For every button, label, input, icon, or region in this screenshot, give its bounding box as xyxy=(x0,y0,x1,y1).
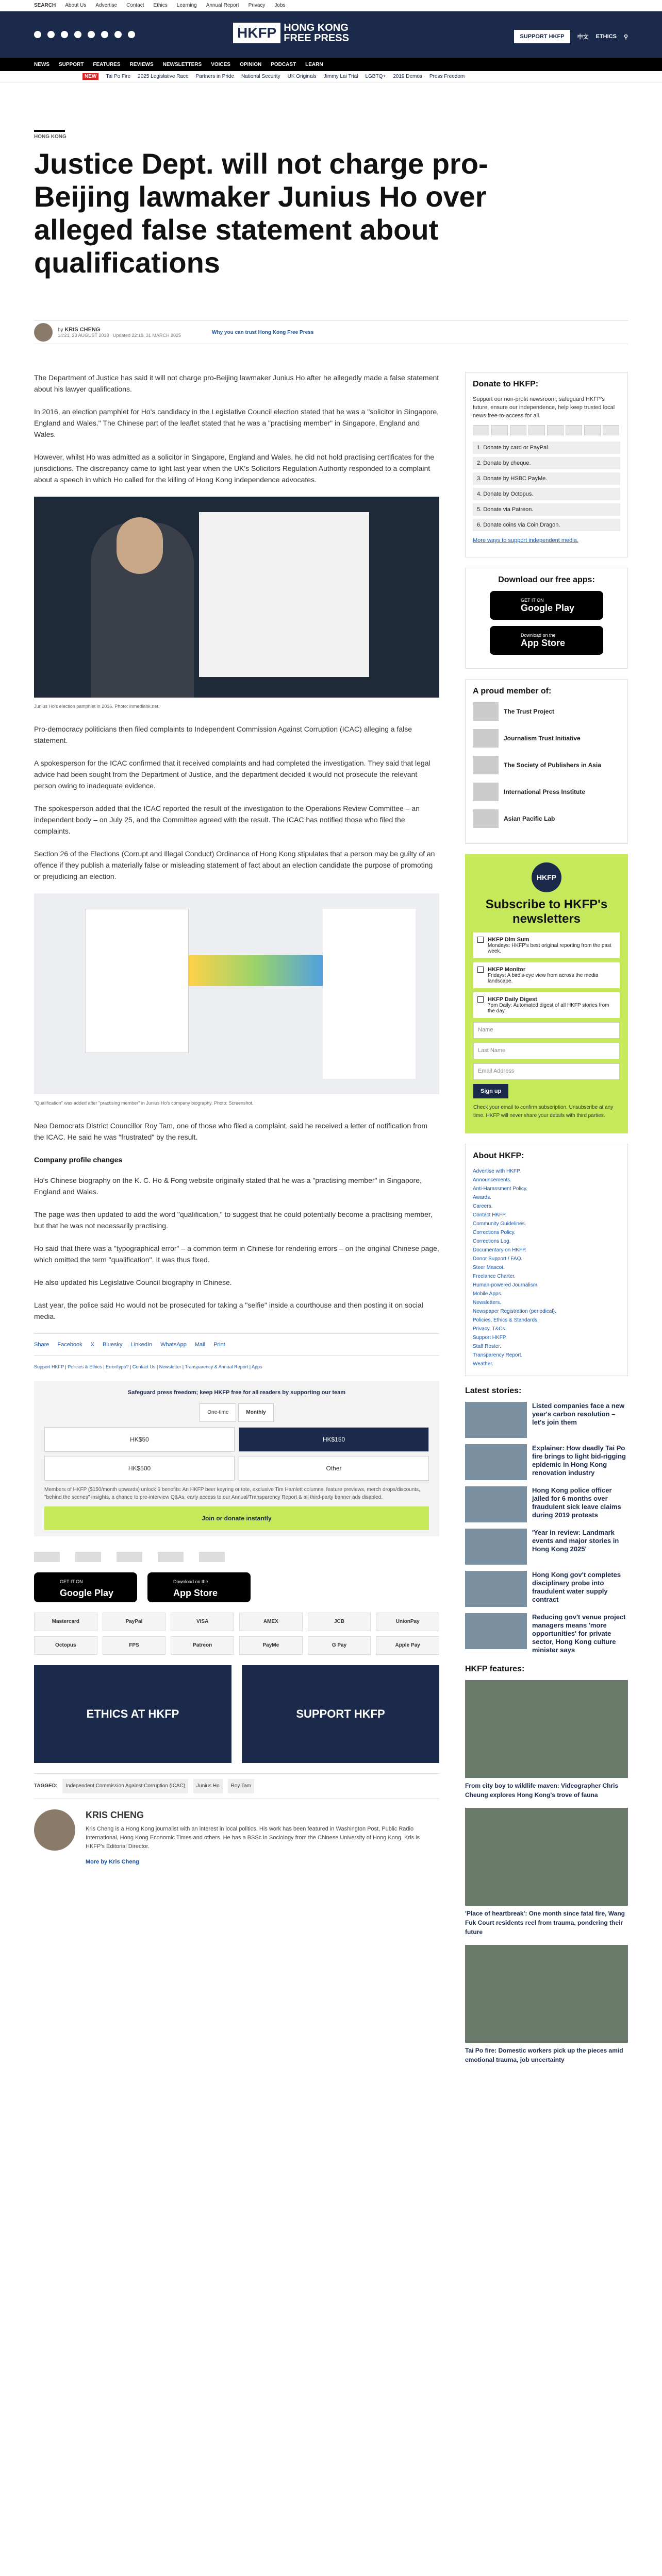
jti-logo xyxy=(75,1552,101,1562)
donate-option[interactable]: 5. Donate via Patreon. xyxy=(473,503,620,516)
sopa-logo xyxy=(117,1552,142,1562)
ethics-banner[interactable]: ETHICS AT HKFP xyxy=(34,1665,231,1763)
promo-banners xyxy=(34,1665,439,1763)
story-item[interactable]: Hong Kong police officer jailed for 6 months over fraudulent sick leave claims during 2019 protests xyxy=(465,1486,628,1522)
paragraph: Pro-democracy politicians then filed complaints to Independent Commission Against Corruption (ICAC) alleging a false statement. xyxy=(34,725,412,744)
about-link[interactable]: Weather. xyxy=(473,1361,493,1367)
trust-project-logo xyxy=(473,702,499,721)
trending-item[interactable]: UK Originals xyxy=(287,74,317,79)
apl-logo xyxy=(199,1552,225,1562)
tag[interactable]: Roy Tam xyxy=(228,1779,254,1793)
paragraph: The Department of Justice has said it will not charge pro-Beijing lawmaker Junius Ho after he allegedly made a false statement about his lawyer qualifications. xyxy=(34,374,439,393)
members-box xyxy=(465,679,628,844)
donation-amounts xyxy=(44,1427,429,1481)
main-nav xyxy=(0,58,662,71)
donate-text[interactable]: Support our non-profit newsroom; safeguard HKFP's future, ensure our independence, help keep trusted local news free-to-access for all. xyxy=(473,396,615,419)
google-play-button[interactable]: GET IT ON Google Play xyxy=(490,591,603,620)
latest-stories xyxy=(465,1386,628,1654)
fps-icon xyxy=(603,425,619,435)
checkbox[interactable] xyxy=(477,967,484,973)
feature-item[interactable]: Tai Po fire: Domestic workers pick up the pieces amid emotional trauma, job uncertainty xyxy=(465,1945,628,2064)
search-link[interactable]: SEARCH xyxy=(34,3,56,8)
about-link[interactable]: Freelance Charter. xyxy=(473,1274,516,1279)
donate-option[interactable]: 3. Donate by HSBC PayMe. xyxy=(473,472,620,485)
payme-icon: PayMe xyxy=(239,1636,303,1655)
story-item[interactable]: Hong Kong gov't completes disciplinary probe into fraudulent water supply contract xyxy=(465,1571,628,1607)
trending-item[interactable]: Tai Po Fire xyxy=(106,74,131,79)
apl-logo xyxy=(473,809,499,828)
author-name[interactable]: KRIS CHENG xyxy=(86,1810,144,1820)
newsletter-option[interactable]: HKFP Dim Sum Mondays: HKFP's best original reporting from the past week. xyxy=(473,933,620,958)
fps-icon: FPS xyxy=(103,1636,166,1655)
unionpay-icon: UnionPay xyxy=(376,1613,439,1631)
ipi-logo xyxy=(473,783,499,801)
newsletter-box xyxy=(465,854,628,1133)
publish-date: 14:21, 23 AUGUST 2018 xyxy=(58,333,109,338)
trending-item[interactable]: 2019 Demos xyxy=(393,74,422,79)
sidebar xyxy=(465,372,628,2073)
site-header xyxy=(0,11,662,58)
about-link[interactable]: Anti-Harassment Policy. xyxy=(473,1186,527,1192)
story-thumbnail xyxy=(465,1571,527,1607)
trending-bar xyxy=(0,71,662,82)
linkedin-icon[interactable] xyxy=(114,31,122,38)
visa-icon: VISA xyxy=(171,1613,234,1631)
paypal-icon xyxy=(566,425,582,435)
trending-item[interactable]: LGBTQ+ xyxy=(365,74,386,79)
card-logos xyxy=(473,425,620,435)
about-list xyxy=(473,1167,620,1368)
newsletter-title: Subscribe to HKFP's newsletters xyxy=(485,897,608,926)
story-item[interactable]: Reducing gov't venue project managers means 'more opportunities' for private sector, Hong Kong culture minister says xyxy=(465,1613,628,1654)
sidebar-list xyxy=(323,909,416,1079)
share-mail[interactable]: Mail xyxy=(194,1342,206,1348)
story-item[interactable]: 'Year in review: Landmark events and major stories in Hong Kong 2025' xyxy=(465,1529,628,1565)
latest-title: Latest stories: xyxy=(465,1386,522,1395)
trending-item[interactable]: 2025 Legislative Race xyxy=(138,74,189,79)
checkbox[interactable] xyxy=(477,937,484,943)
nav-podcast[interactable]: PODCAST xyxy=(271,61,296,67)
youtube-icon[interactable] xyxy=(101,31,108,38)
share-label: Share xyxy=(34,1342,49,1348)
story-item[interactable]: Explainer: How deadly Tai Po fire brings to light bid-rigging epidemic in Hong Kong renovation industry xyxy=(465,1444,628,1480)
nav-opinion[interactable]: OPINION xyxy=(239,61,262,67)
trending-item[interactable]: Partners in Pride xyxy=(195,74,235,79)
join-donate-button[interactable]: Join or donate instantly xyxy=(44,1506,429,1530)
about-link[interactable]: Careers. xyxy=(473,1204,493,1209)
about-link[interactable]: Awards. xyxy=(473,1195,491,1200)
feature-image xyxy=(465,1945,628,2043)
telegram-icon[interactable] xyxy=(128,31,135,38)
nav-features[interactable]: FEATURES xyxy=(93,61,121,67)
about-link[interactable]: Staff Roster. xyxy=(473,1344,501,1349)
author-link[interactable]: KRIS CHENG xyxy=(64,327,101,333)
share-whatsapp[interactable]: WhatsApp xyxy=(160,1342,187,1348)
trending-item[interactable]: Jimmy Lai Trial xyxy=(323,74,358,79)
donate-box xyxy=(465,372,628,557)
about-link[interactable]: Newsletters. xyxy=(473,1300,502,1306)
story-thumbnail xyxy=(465,1613,527,1649)
search-icon[interactable]: ⚲ xyxy=(623,33,628,40)
tag[interactable]: Independent Commission Against Corruption (ICAC) xyxy=(62,1779,188,1793)
paragraph: The page was then updated to add the word "qualification," to suggest that he could potentially become a practising member, but that he was not necessarily practising. xyxy=(34,1210,433,1230)
share-x[interactable]: X xyxy=(90,1342,95,1348)
about-link[interactable]: Policies, Ethics & Standards. xyxy=(473,1317,539,1323)
support-banner[interactable]: SUPPORT HKFP xyxy=(242,1665,439,1763)
new-badge: NEW xyxy=(82,73,98,80)
trust-project-logo xyxy=(34,1552,60,1562)
author-avatar xyxy=(34,323,53,342)
amount-option[interactable]: HK$500 xyxy=(44,1456,235,1481)
about-link[interactable]: Transparency Report. xyxy=(473,1352,523,1358)
about-title: About HKFP: xyxy=(473,1151,524,1160)
member-item[interactable]: The Trust Project xyxy=(473,702,620,721)
signup-button[interactable]: Sign up xyxy=(473,1084,508,1098)
article-title: Justice Dept. will not charge pro-Beijing lawmaker Junius Ho over alleged false statement about qualifications xyxy=(34,147,488,279)
article-photo-pamphlet xyxy=(34,497,439,698)
donate-option[interactable]: 6. Donate coins via Coin Dragon. xyxy=(473,519,620,531)
topbar-link-jobs[interactable]: Jobs xyxy=(274,3,286,8)
tags-label: TAGGED: xyxy=(34,1783,58,1789)
share-bluesky[interactable]: Bluesky xyxy=(103,1342,123,1348)
header-actions xyxy=(514,30,628,43)
site-logo[interactable] xyxy=(233,23,349,43)
paragraph: Section 26 of the Elections (Corrupt and Illegal Conduct) Ordinance of Hong Kong stipulates that a person may be guilty of an offence if they publish a materially false or misleading statement of fact about an election candidate the purpose of promoting or prejudicing an election. xyxy=(34,850,435,880)
story-thumbnail xyxy=(465,1529,527,1565)
tag[interactable]: Junius Ho xyxy=(193,1779,222,1793)
instagram-icon[interactable] xyxy=(61,31,68,38)
updated-date: Updated 22:19, 31 MARCH 2025 xyxy=(112,333,181,338)
share-bar xyxy=(34,1333,439,1356)
more-ways-link[interactable]: More ways to support independent media. xyxy=(473,537,578,544)
member-logos-row xyxy=(34,1552,439,1562)
share-facebook[interactable]: Facebook xyxy=(57,1342,82,1348)
app-store-button[interactable]: Download on the App Store xyxy=(147,1572,251,1602)
amex-icon: AMEX xyxy=(239,1613,303,1631)
donation-tabs xyxy=(44,1403,429,1422)
donate-option[interactable]: 4. Donate by Octopus. xyxy=(473,488,620,500)
biography-page xyxy=(86,909,189,1053)
apps-box xyxy=(465,568,628,669)
newsletter-option[interactable]: HKFP Monitor Fridays: A bird's-eye view from across the media landscape. xyxy=(473,962,620,988)
article-body xyxy=(34,372,439,1868)
membership-note: Members of HKFP ($150/month upwards) unlock 6 benefits: An HKFP beer keyring or tote, exclusive Tim Hamlett columns, feature previews, merch drops/discounts, "behind the scenes" insights, a chance to pre-interview Q&As, early access to our Annual/Transparency Report & all third-party banner ads disabled. xyxy=(44,1487,420,1500)
app-buttons xyxy=(34,1572,439,1602)
photo-caption: Junius Ho's election pamphlet in 2016. Photo: inmediahk.net. xyxy=(34,704,160,709)
newsletter-option[interactable]: HKFP Daily Digest 7pm Daily: Automated digest of all HKFP stories from the day. xyxy=(473,992,620,1018)
about-link[interactable]: Human-powered Journalism. xyxy=(473,1282,539,1288)
features-title: HKFP features: xyxy=(465,1665,525,1673)
jti-logo xyxy=(473,729,499,748)
newsletter-logo: HKFP xyxy=(532,862,561,892)
story-thumbnail xyxy=(465,1486,527,1522)
topbar-link-about[interactable]: About Us xyxy=(65,3,87,8)
threads-icon[interactable] xyxy=(74,31,81,38)
member-item[interactable]: Asian Pacific Lab xyxy=(473,809,620,828)
topbar-link-privacy[interactable]: Privacy xyxy=(248,3,266,8)
paragraph: Last year, the police said Ho would not be prosecuted for taking a "selfie" inside a courthouse and then posting it on social media. xyxy=(34,1301,423,1320)
mastercard-icon: Mastercard xyxy=(34,1613,97,1631)
tab-one-time[interactable]: One-time xyxy=(200,1403,236,1422)
nav-learn[interactable]: LEARN xyxy=(305,61,323,67)
topbar-link-advertise[interactable]: Advertise xyxy=(95,3,118,8)
nav-reviews[interactable]: REVIEWS xyxy=(129,61,154,67)
payment-methods xyxy=(34,1613,439,1655)
category-label[interactable]: HONG KONG xyxy=(34,134,67,140)
member-item[interactable]: International Press Institute xyxy=(473,783,620,801)
about-link[interactable]: Corrections Policy. xyxy=(473,1230,516,1235)
story-thumbnail xyxy=(465,1402,527,1438)
nav-support[interactable]: SUPPORT xyxy=(59,61,84,67)
members-title: A proud member of: xyxy=(473,687,552,696)
visa-icon xyxy=(491,425,508,435)
paypal-icon: PayPal xyxy=(103,1613,166,1631)
more-by-author-link[interactable]: More by Kris Cheng xyxy=(86,1859,139,1865)
story-item[interactable]: Listed companies face a new year's carbon resolution – let's join them xyxy=(465,1402,628,1438)
highlight-bar xyxy=(189,955,323,986)
paragraph: He also updated his Legislative Council biography in Chinese. xyxy=(34,1278,232,1286)
donation-headline: Safeguard press freedom; keep HKFP free for all readers by supporting our team xyxy=(127,1389,346,1396)
about-link[interactable]: Corrections Log. xyxy=(473,1239,511,1244)
ethics-link[interactable]: ETHICS xyxy=(595,33,617,40)
about-link[interactable]: Documentary on HKFP. xyxy=(473,1247,527,1253)
ipi-logo xyxy=(158,1552,184,1562)
newsletter-note: Check your email to confirm subscription. Unsubscribe at any time. HKFP will never share your details with third parties. xyxy=(473,1105,614,1118)
nav-newsletters[interactable]: NEWSLETTERS xyxy=(162,61,202,67)
apple-pay-icon: Apple Pay xyxy=(376,1636,439,1655)
paragraph: In 2016, an election pamphlet for Ho's candidacy in the Legislative Council election stated that he was a "solicitor in Singapore, England and Wales." The Chinese part of the leaflet stated that he was a "practising member" in Singapore, England and Wales. xyxy=(34,408,439,438)
member-item[interactable]: The Society of Publishers in Asia xyxy=(473,756,620,774)
checkbox[interactable] xyxy=(477,996,484,1003)
about-link[interactable]: Contact HKFP. xyxy=(473,1212,507,1218)
paragraph: A spokesperson for the ICAC confirmed that it received complaints and had completed the investigation. They said that legal advice had been sought from the Department of Justice, and the department decided it would not prosecute the relevant person owing to inadequate evidence. xyxy=(34,759,431,790)
author-box xyxy=(34,1809,439,1868)
apps-title: Download our free apps: xyxy=(498,575,595,584)
about-link[interactable]: Privacy, T&Cs. xyxy=(473,1326,507,1332)
features-box xyxy=(465,1665,628,2064)
topbar-link-ethics[interactable]: Ethics xyxy=(153,3,168,8)
trending-item[interactable]: Press Freedom xyxy=(429,74,465,79)
sopa-logo xyxy=(473,756,499,774)
about-link[interactable]: Donor Support / FAQ. xyxy=(473,1256,523,1262)
trending-item[interactable]: National Security xyxy=(241,74,280,79)
category-rule xyxy=(34,130,65,132)
article-screenshot-biography xyxy=(34,893,439,1094)
topbar-link-contact[interactable]: Contact xyxy=(126,3,144,8)
trust-link[interactable]: Why you can trust Hong Kong Free Press xyxy=(212,329,314,335)
social-icons xyxy=(34,31,135,38)
support-hkfp-button[interactable]: SUPPORT HKFP xyxy=(514,30,570,43)
logo-mark: HKFP xyxy=(233,23,280,43)
octopus-icon: Octopus xyxy=(34,1636,97,1655)
share-linkedin[interactable]: LinkedIn xyxy=(130,1342,153,1348)
mastercard-icon xyxy=(473,425,489,435)
byline: by KRIS CHENG 14:21, 23 AUGUST 2018 Updated 22:19, 31 MARCH 2025 Why you can trust Hong Kong Free Press xyxy=(34,320,628,344)
feature-image xyxy=(465,1808,628,1906)
nav-news[interactable]: NEWS xyxy=(34,61,49,67)
topbar-link-annual-report[interactable]: Annual Report xyxy=(206,3,239,8)
jcb-icon xyxy=(528,425,545,435)
email-input[interactable]: Email Address xyxy=(473,1063,620,1080)
photo-caption: "Qualification" was added after "practising member" in Junius Ho's company biography. Photo: Screenshot. xyxy=(34,1100,254,1106)
unionpay-icon xyxy=(547,425,564,435)
octopus-icon xyxy=(584,425,601,435)
amex-icon xyxy=(510,425,526,435)
feature-image xyxy=(465,1680,628,1778)
google-play-button[interactable]: GET IT ON Google Play xyxy=(34,1572,137,1602)
facebook-icon[interactable] xyxy=(34,31,41,38)
jcb-icon: JCB xyxy=(308,1613,371,1631)
donation-widget xyxy=(34,1381,439,1536)
paragraph: Neo Democrats District Councillor Roy Tam, one of those who filed a complaint, said he received a letter of notification from the ICAC. He said he was "frustrated" by the result. xyxy=(34,1122,428,1141)
about-box xyxy=(465,1144,628,1376)
paragraph: However, whilst Ho was admitted as a solicitor in Singapore, England and Wales, he did not hold practising certificates for the jurisdictions. The discrepancy came to light last year when the UK's Solicitors Regulation Authority responded to a complaint about a speech in which Ho called for the killing of Hong Kong independence advocates. xyxy=(34,453,435,484)
face xyxy=(117,517,163,574)
tab-monthly[interactable]: Monthly xyxy=(238,1403,273,1422)
about-link[interactable]: Steer Mascot. xyxy=(473,1265,505,1270)
app-store-button[interactable]: Download on the App Store xyxy=(490,626,603,655)
google-pay-icon: G Pay xyxy=(308,1636,371,1655)
author-bio: Kris Cheng is a Hong Kong journalist with an interest in local politics. His work has been featured in Washington Post, Public Radio International, Hong Kong Economic Times and others. He has a BSSc in Sociology from the Chinese University of Hong Kong. Kris is HKFP's Editorial Director. xyxy=(86,1826,420,1850)
topbar-link-learning[interactable]: Learning xyxy=(176,3,197,8)
donate-option[interactable]: 1. Donate by card or PayPal. xyxy=(473,442,620,454)
about-link[interactable]: Newspaper Registration (periodical). xyxy=(473,1309,556,1314)
article-footer-links[interactable]: Support HKFP | Policies & Ethics | Error/typo? | Contact Us | Newsletter | Transparency & Annual Report | Apps xyxy=(34,1364,262,1369)
donate-option[interactable]: 2. Donate by cheque. xyxy=(473,457,620,469)
feature-item[interactable]: 'Place of heartbreak': One month since fatal fire, Wang Fuk Court residents reel from trauma, pondering their future xyxy=(465,1808,628,1937)
amount-option[interactable]: Other xyxy=(239,1456,429,1481)
paragraph: Ho's Chinese biography on the K. C. Ho & Fong website originally stated that he was a "practising member" in Singapore, England and Wales. xyxy=(34,1176,422,1196)
about-link[interactable]: Community Guidelines. xyxy=(473,1221,526,1227)
about-link[interactable]: Announcements. xyxy=(473,1177,512,1183)
x-icon[interactable] xyxy=(47,31,55,38)
pamphlet xyxy=(199,512,369,677)
about-link[interactable]: Mobile Apps. xyxy=(473,1291,503,1297)
paragraph: The spokesperson added that the ICAC reported the result of the investigation to the Operations Review Committee – an independent body – on July 25, and the Committee agreed with the result. The ICAC has notified those who filed the complaints. xyxy=(34,804,420,835)
subheading: Company profile changes xyxy=(34,1156,123,1164)
about-link[interactable]: Advertise with HKFP. xyxy=(473,1168,521,1174)
top-utility-bar xyxy=(0,0,662,11)
amount-option-selected[interactable]: HK$150 xyxy=(239,1427,429,1452)
about-link[interactable]: Support HKFP. xyxy=(473,1335,507,1341)
nav-voices[interactable]: VOICES xyxy=(211,61,230,67)
last-name-input[interactable]: Last Name xyxy=(473,1043,620,1059)
bluesky-icon[interactable] xyxy=(88,31,95,38)
author-photo xyxy=(34,1809,75,1851)
feature-item[interactable]: From city boy to wildlife maven: Videographer Chris Cheung explores Hong Kong's trove of fauna xyxy=(465,1680,628,1800)
member-item[interactable]: Journalism Trust Initiative xyxy=(473,729,620,748)
name-input[interactable]: Name xyxy=(473,1022,620,1039)
chinese-link[interactable]: 中文 xyxy=(577,34,589,40)
amount-option[interactable]: HK$50 xyxy=(44,1427,235,1452)
donate-title: Donate to HKFP: xyxy=(473,380,539,388)
tags-bar xyxy=(34,1773,439,1799)
logo-wordmark: HONG KONG FREE PRESS xyxy=(284,22,349,44)
story-thumbnail xyxy=(465,1444,527,1480)
paragraph: Ho said that there was a "typographical error" – a common term in Chinese for rendering errors – on the original Chinese page, which omitted the term "qualification". It was thus fixed. xyxy=(34,1244,439,1264)
patreon-icon: Patreon xyxy=(171,1636,234,1655)
share-print[interactable]: Print xyxy=(213,1342,225,1348)
